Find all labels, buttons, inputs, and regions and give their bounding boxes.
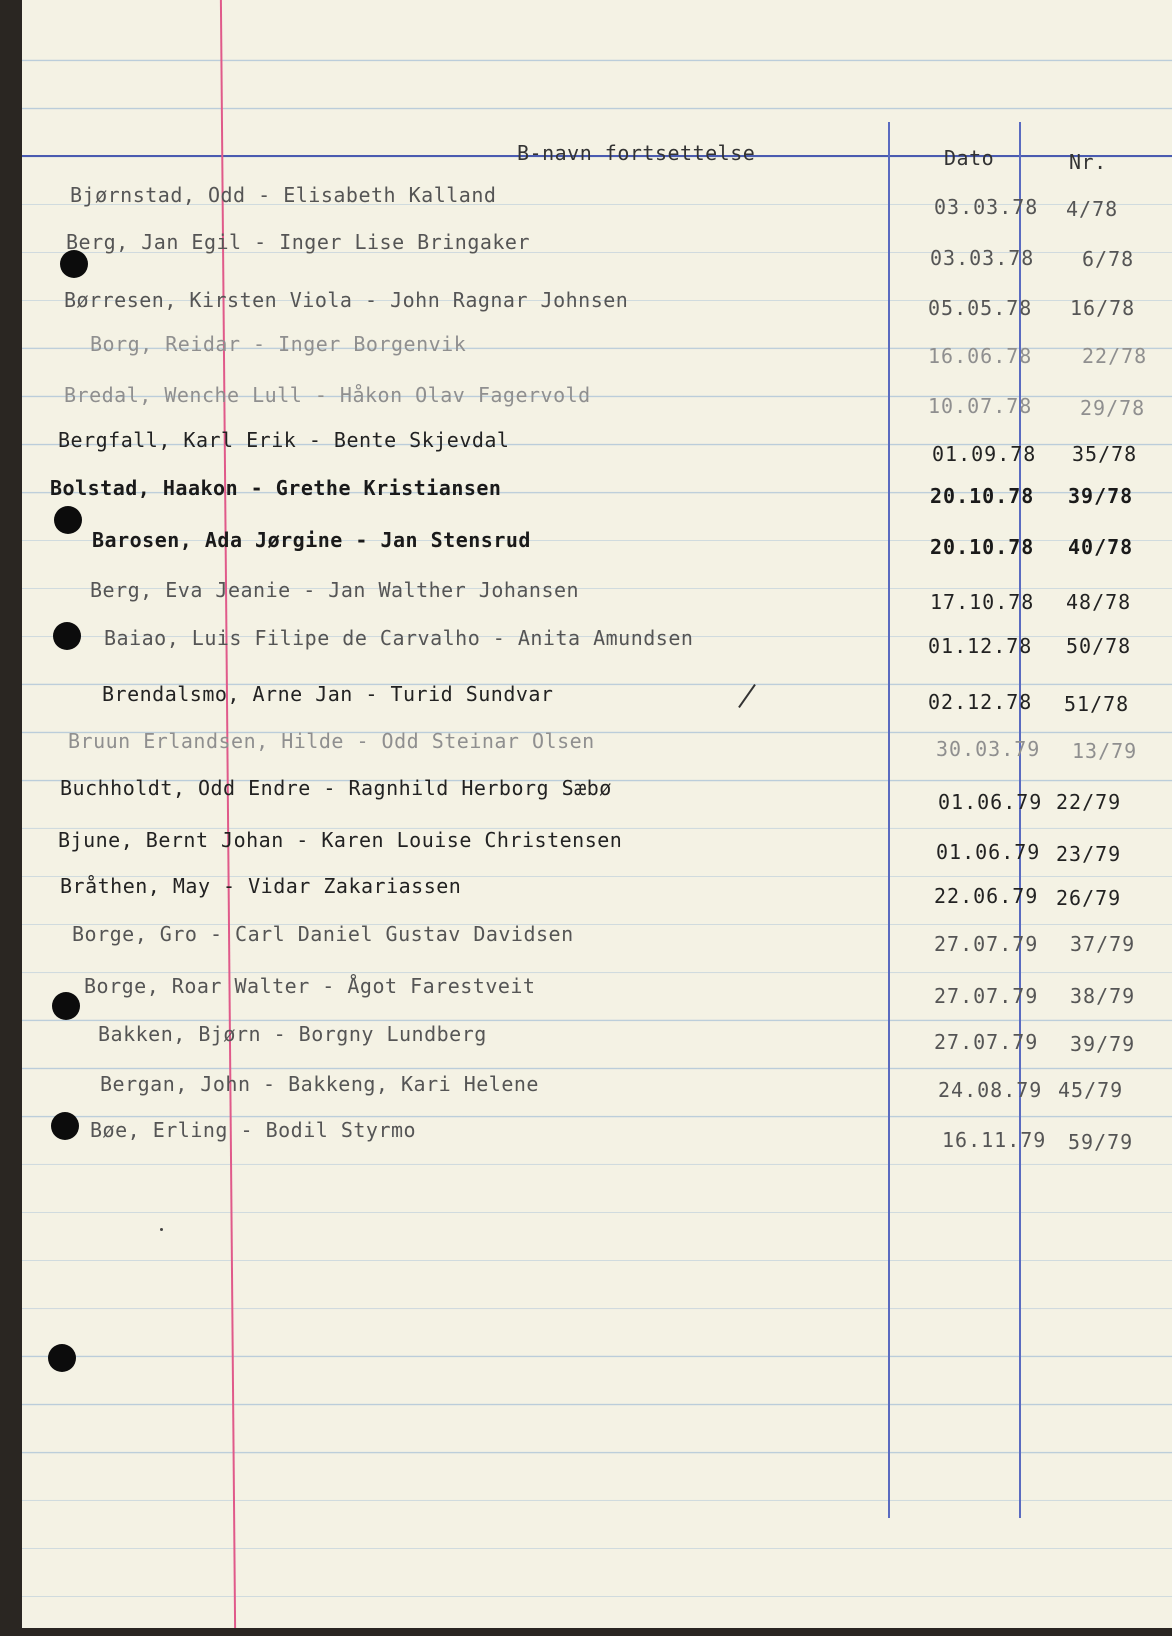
entry-name: Buchholdt, Odd Endre - Ragnhild Herborg Sæbø bbox=[60, 776, 612, 800]
entry-nr: 22/79 bbox=[1056, 790, 1122, 814]
entry-date: 16.11.79 bbox=[942, 1128, 1047, 1152]
punch-hole bbox=[53, 622, 81, 650]
entry-nr: 16/78 bbox=[1070, 296, 1136, 320]
entry-date: 01.09.78 bbox=[932, 442, 1037, 466]
entry-date: 20.10.78 bbox=[930, 535, 1035, 559]
punch-hole bbox=[52, 992, 80, 1020]
entry-name: Bjune, Bernt Johan - Karen Louise Christensen bbox=[58, 828, 623, 852]
punch-hole bbox=[51, 1112, 79, 1140]
entry-date: 02.12.78 bbox=[928, 690, 1033, 714]
entry-name: Bjørnstad, Odd - Elisabeth Kalland bbox=[70, 183, 497, 207]
entry-date: 20.10.78 bbox=[930, 484, 1035, 508]
entry-name: Barosen, Ada Jørgine - Jan Stensrud bbox=[92, 528, 531, 552]
entry-name: Bredal, Wenche Lull - Håkon Olav Fagervold bbox=[64, 383, 591, 407]
entry-name: Bergan, John - Bakkeng, Kari Helene bbox=[100, 1072, 539, 1096]
entry-nr: 29/78 bbox=[1080, 396, 1146, 420]
entry-name: Bergfall, Karl Erik - Bente Skjevdal bbox=[58, 428, 510, 452]
entry-date: 01.06.79 bbox=[938, 790, 1043, 814]
entry-nr: 6/78 bbox=[1082, 247, 1135, 271]
punch-hole bbox=[48, 1344, 76, 1372]
entry-date: 16.06.78 bbox=[928, 344, 1033, 368]
entry-nr: 38/79 bbox=[1070, 984, 1136, 1008]
punch-hole bbox=[60, 250, 88, 278]
entry-name: Bakken, Bjørn - Borgny Lundberg bbox=[98, 1022, 487, 1046]
entry-nr: 22/78 bbox=[1082, 344, 1148, 368]
entry-nr: 40/78 bbox=[1068, 535, 1134, 559]
entry-name: Børresen, Kirsten Viola - John Ragnar Johnsen bbox=[64, 288, 629, 312]
entry-name: Berg, Eva Jeanie - Jan Walther Johansen bbox=[90, 578, 580, 602]
entry-name: Bruun Erlandsen, Hilde - Odd Steinar Olsen bbox=[68, 729, 595, 753]
entry-date: 03.03.78 bbox=[930, 246, 1035, 270]
pen-mark bbox=[738, 684, 756, 708]
header-title: B-navn fortsettelse bbox=[517, 141, 756, 165]
entry-date: 27.07.79 bbox=[934, 1030, 1039, 1054]
entry-nr: 39/78 bbox=[1068, 484, 1134, 508]
entry-nr: 39/79 bbox=[1070, 1032, 1136, 1056]
entry-nr: 37/79 bbox=[1070, 932, 1136, 956]
date-column-rule bbox=[888, 122, 890, 1518]
entry-name: Brendalsmo, Arne Jan - Turid Sundvar bbox=[102, 682, 554, 706]
entry-nr: 26/79 bbox=[1056, 886, 1122, 910]
entry-nr: 45/79 bbox=[1058, 1078, 1124, 1102]
entry-date: 24.08.79 bbox=[938, 1078, 1043, 1102]
entry-nr: 35/78 bbox=[1072, 442, 1138, 466]
entry-name: Bolstad, Haakon - Grethe Kristiansen bbox=[50, 476, 502, 500]
entry-name: Borge, Gro - Carl Daniel Gustav Davidsen bbox=[72, 922, 574, 946]
entry-date: 22.06.79 bbox=[934, 884, 1039, 908]
entry-nr: 13/79 bbox=[1072, 739, 1138, 763]
entry-name: Berg, Jan Egil - Inger Lise Bringaker bbox=[66, 230, 531, 254]
entry-nr: 23/79 bbox=[1056, 842, 1122, 866]
entry-date: 03.03.78 bbox=[934, 195, 1039, 219]
entry-nr: 51/78 bbox=[1064, 692, 1130, 716]
header-nr-label: Nr. bbox=[1069, 150, 1107, 174]
entry-date: 05.05.78 bbox=[928, 296, 1033, 320]
entry-name: Bråthen, May - Vidar Zakariassen bbox=[60, 874, 462, 898]
entry-date: 01.12.78 bbox=[928, 634, 1033, 658]
entry-name: Bøe, Erling - Bodil Styrmo bbox=[90, 1118, 417, 1142]
ink-dot bbox=[160, 1228, 163, 1231]
entry-name: Baiao, Luis Filipe de Carvalho - Anita Amundsen bbox=[104, 626, 694, 650]
entry-date: 01.06.79 bbox=[936, 840, 1041, 864]
entry-date: 30.03.79 bbox=[936, 737, 1041, 761]
entry-name: Borg, Reidar - Inger Borgenvik bbox=[90, 332, 467, 356]
entry-nr: 48/78 bbox=[1066, 590, 1132, 614]
entry-nr: 50/78 bbox=[1066, 634, 1132, 658]
entry-date: 17.10.78 bbox=[930, 590, 1035, 614]
entry-nr: 4/78 bbox=[1066, 197, 1119, 221]
entry-nr: 59/79 bbox=[1068, 1130, 1134, 1154]
header-date-label: Dato bbox=[944, 146, 995, 170]
entry-name: Borge, Roar Walter - Ågot Farestveit bbox=[84, 974, 536, 998]
entry-date: 10.07.78 bbox=[928, 394, 1033, 418]
nr-column-rule bbox=[1019, 122, 1021, 1518]
entry-date: 27.07.79 bbox=[934, 932, 1039, 956]
register-page bbox=[22, 0, 1172, 1628]
entry-date: 27.07.79 bbox=[934, 984, 1039, 1008]
punch-hole bbox=[54, 506, 82, 534]
